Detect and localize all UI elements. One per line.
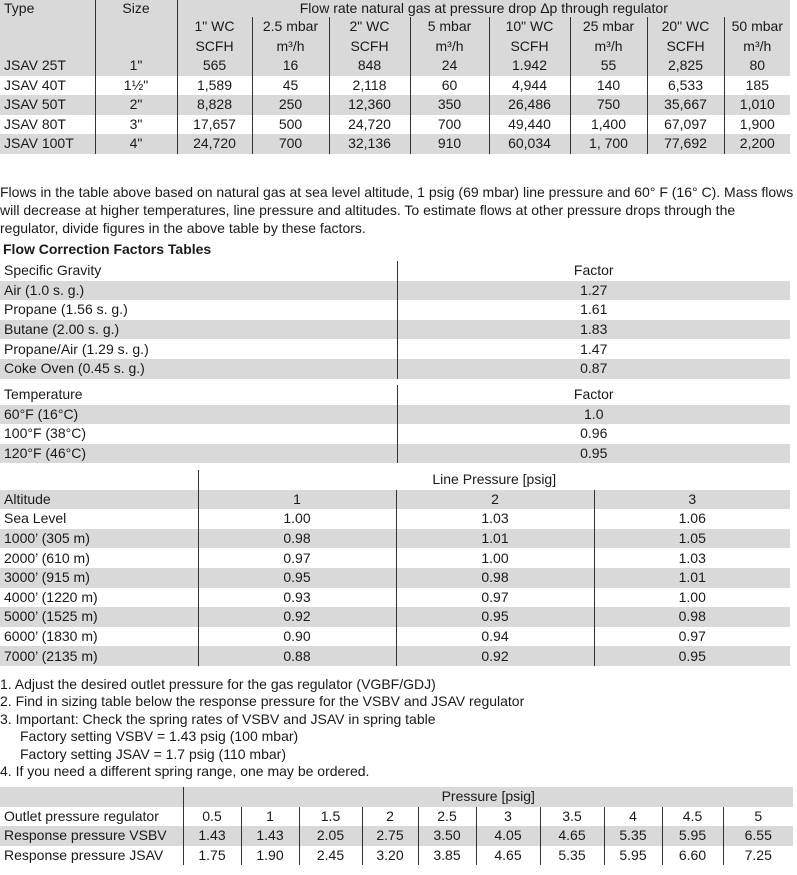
header-spacer: [0, 17, 95, 37]
factor-cell: 0.88: [198, 646, 396, 666]
table-row: [0, 548, 790, 568]
specific-gravity-table: [0, 261, 790, 379]
flow-value-cell: 1,010: [739, 96, 775, 113]
flow-value-cell: 1, 700: [570, 134, 647, 154]
table-row: [0, 405, 790, 425]
flow-value-cell: 80: [749, 57, 766, 74]
header-spacer: [0, 787, 183, 807]
flow-notes-paragraph: Flows in the table above based on natural gas at sea level altitude, 1 psig (69 mbar) line pressure and 60° F (16° C). Mass flows will decrease at higher temperatures, line pressure and altitudes. To estimate flows at other pressure drops through the regulator, divide figures in the above table by these factors.: [0, 184, 794, 236]
table-row: [0, 300, 790, 320]
size-cell: 3": [95, 115, 177, 135]
flow-value-cell: 1,400: [570, 115, 647, 135]
table-row: [0, 607, 790, 627]
factor-cell: 0.93: [198, 588, 396, 608]
factor-cell: 1.05: [678, 530, 706, 547]
header-size: Size: [95, 0, 177, 17]
pressure-value-cell: 5: [754, 807, 763, 824]
gas-cell: Propane (1.56 s. g.): [0, 300, 397, 320]
type-cell: JSAV 40T: [0, 76, 95, 96]
flow-value-cell: 24: [410, 56, 489, 76]
factor-cell: 1.03: [396, 509, 594, 529]
flow-value-cell: 848: [329, 56, 410, 76]
flow-value-cell: 6,533: [647, 76, 724, 96]
pressure-value-cell: 1.5: [299, 807, 362, 827]
header-spacer: [0, 37, 95, 57]
header-factor: Factor: [573, 262, 614, 279]
flow-value-cell: 750: [570, 95, 647, 115]
pressure-value-cell: 2.75: [362, 826, 418, 846]
flow-value-cell: 700: [410, 115, 489, 135]
factor-cell: 1.00: [678, 588, 706, 605]
row-label-cell: Outlet pressure regulator: [0, 807, 183, 827]
table-row: [0, 95, 790, 115]
altitude-cell: 3000’ (915 m): [0, 568, 198, 588]
altitude-cell: 4000’ (1220 m): [0, 588, 198, 608]
instruction-line: 2. Find in sizing table below the response pressure for the VSBV and JSAV regulator: [0, 693, 525, 710]
header-specific-gravity: Specific Gravity: [0, 261, 397, 281]
pressure-value-cell: 3.5: [540, 807, 604, 827]
altitude-cell: 2000’ (610 m): [0, 548, 198, 568]
table-row: [0, 529, 790, 549]
subheader-cell: 10" WC: [489, 17, 570, 37]
table-row: [0, 807, 793, 827]
factor-cell: 0.98: [678, 608, 706, 625]
instruction-line: 3. Important: Check the spring rates of VSBV and JSAV in spring table: [0, 710, 436, 727]
table-row: [0, 444, 790, 464]
pressure-value-cell: 2.5: [418, 807, 476, 827]
temperature-cell: 60°F (16°C): [0, 405, 397, 425]
subheader-cell: 1" WC: [177, 17, 252, 37]
subheader-cell: 20" WC: [647, 17, 724, 37]
pressure-value-cell: 2.05: [299, 826, 362, 846]
pressure-value-cell: 3.85: [418, 846, 476, 866]
flow-value-cell: 24,720: [329, 115, 410, 135]
factor-cell: 0.92: [396, 646, 594, 666]
subheader-cell: 5 mbar: [410, 17, 489, 37]
flow-value-cell: 35,667: [647, 95, 724, 115]
factor-cell: 1.00: [198, 509, 396, 529]
instruction-line: 4. If you need a different spring range, one may be ordered.: [0, 763, 370, 780]
factor-cell: 0.96: [580, 425, 608, 442]
pressure-value-cell: 0.5: [183, 807, 241, 827]
table-row: [0, 320, 790, 340]
table-row: [0, 627, 790, 647]
flow-value-cell: 55: [570, 56, 647, 76]
header-psig-2: 2: [396, 490, 594, 510]
factor-cell: 0.92: [198, 607, 396, 627]
type-cell: JSAV 80T: [0, 115, 95, 135]
pressure-value-cell: 3.50: [418, 826, 476, 846]
table-row: [0, 56, 790, 76]
unit-cell: m³/h: [410, 37, 489, 57]
factor-cell: 1.27: [580, 281, 608, 298]
flow-value-cell: 700: [252, 134, 329, 154]
factor-cell: 0.90: [198, 627, 396, 647]
temperature-cell: 100°F (38°C): [0, 424, 397, 444]
factor-cell: 0.97: [396, 588, 594, 608]
pressure-value-cell: 1.43: [241, 826, 299, 846]
factor-cell: 1.03: [678, 549, 706, 566]
table-row: [0, 281, 790, 301]
pressure-value-cell: 5.35: [604, 826, 662, 846]
pressure-value-cell: 3.20: [362, 846, 418, 866]
flow-value-cell: 2,200: [739, 135, 775, 152]
flow-value-cell: 910: [410, 134, 489, 154]
size-cell: 4": [95, 134, 177, 154]
flow-value-cell: 32,136: [329, 134, 410, 154]
factor-cell: 0.97: [198, 548, 396, 568]
factor-cell: 1.01: [678, 569, 706, 586]
factor-cell: 0.98: [396, 568, 594, 588]
factor-cell: 1.06: [678, 510, 706, 527]
flow-value-cell: 565: [177, 56, 252, 76]
flow-value-cell: 17,657: [177, 115, 252, 135]
size-cell: 2": [95, 95, 177, 115]
altitude-table: [0, 470, 790, 666]
header-type: Type: [0, 0, 95, 17]
factor-cell: 0.95: [678, 647, 706, 664]
pressure-value-cell: 1.75: [183, 846, 241, 866]
factor-cell: 0.95: [198, 568, 396, 588]
subheader-cell: 50 mbar: [731, 18, 783, 35]
header-spacer: [95, 17, 177, 37]
header-factor: Factor: [573, 386, 614, 403]
flow-value-cell: 2,118: [329, 76, 410, 96]
header-line-pressure: Line Pressure [psig]: [432, 471, 557, 488]
unit-cell: m³/h: [743, 37, 772, 54]
pressure-value-cell: 2.45: [299, 846, 362, 866]
row-label-cell: Response pressure JSAV: [0, 846, 183, 866]
instruction-line: Factory setting VSBV = 1.43 psig (100 mbar): [20, 728, 299, 745]
gas-cell: Butane (2.00 s. g.): [0, 320, 397, 340]
gas-cell: Propane/Air (1.29 s. g.): [0, 339, 397, 359]
gas-cell: Air (1.0 s. g.): [0, 281, 397, 301]
table-row: [0, 826, 793, 846]
factor-cell: 1.47: [580, 340, 608, 357]
table-row: [0, 76, 790, 96]
pressure-value-cell: 2: [362, 807, 418, 827]
unit-cell: m³/h: [252, 37, 329, 57]
flow-value-cell: 49,440: [489, 115, 570, 135]
flow-value-cell: 45: [252, 76, 329, 96]
response-pressure-table: [0, 787, 793, 865]
flow-value-cell: 500: [252, 115, 329, 135]
factor-cell: 0.95: [580, 445, 608, 462]
table-row: [0, 588, 790, 608]
instructions-list: [0, 676, 524, 780]
pressure-value-cell: 4.65: [540, 826, 604, 846]
flow-value-cell: 16: [252, 56, 329, 76]
altitude-cell: 5000’ (1525 m): [0, 607, 198, 627]
table-row: [0, 134, 790, 154]
table-row: [0, 359, 790, 379]
flow-value-cell: 1.942: [489, 56, 570, 76]
table-row: [0, 846, 793, 866]
subheader-cell: 2.5 mbar: [252, 17, 329, 37]
flow-value-cell: 77,692: [647, 134, 724, 154]
flow-value-cell: 24,720: [177, 134, 252, 154]
header-psig-1: 1: [198, 490, 396, 510]
temperature-table: [0, 385, 790, 463]
altitude-cell: 7000’ (2135 m): [0, 646, 198, 666]
section-title: Flow Correction Factors Tables: [3, 241, 212, 257]
flow-value-cell: 4,944: [489, 76, 570, 96]
pressure-value-cell: 3: [476, 807, 540, 827]
size-cell: 1": [95, 56, 177, 76]
header-altitude: Altitude: [0, 490, 198, 510]
altitude-cell: 6000’ (1830 m): [0, 627, 198, 647]
flow-rate-table: [0, 0, 790, 154]
flow-value-cell: 67,097: [647, 115, 724, 135]
subheader-cell: 2" WC: [329, 17, 410, 37]
table-row: [0, 568, 790, 588]
flow-value-cell: 250: [252, 95, 329, 115]
flow-value-cell: 2,825: [647, 56, 724, 76]
unit-cell: SCFH: [329, 37, 410, 57]
table-row: [0, 339, 790, 359]
factor-cell: 0.87: [580, 360, 608, 377]
flow-value-cell: 1,900: [739, 115, 775, 132]
factor-cell: 1.01: [396, 529, 594, 549]
factor-cell: 0.94: [396, 627, 594, 647]
factor-cell: 0.98: [198, 529, 396, 549]
row-label-cell: Response pressure VSBV: [0, 826, 183, 846]
flow-value-cell: 1,589: [177, 76, 252, 96]
table-row: [0, 424, 790, 444]
unit-cell: SCFH: [647, 37, 724, 57]
subheader-cell: 25 mbar: [570, 17, 647, 37]
flow-value-cell: 12,360: [329, 95, 410, 115]
type-cell: JSAV 50T: [0, 95, 95, 115]
factor-cell: 1.00: [396, 548, 594, 568]
flow-value-cell: 140: [570, 76, 647, 96]
flow-value-cell: 60,034: [489, 134, 570, 154]
instruction-line: Factory setting JSAV = 1.7 psig (110 mbar): [20, 745, 286, 762]
temperature-cell: 120°F (46°C): [0, 444, 397, 464]
altitude-cell: Sea Level: [0, 509, 198, 529]
header-flow-caption: Flow rate natural gas at pressure drop Δp through regulator: [299, 0, 668, 16]
pressure-value-cell: 4.05: [476, 826, 540, 846]
factor-cell: 0.95: [396, 607, 594, 627]
altitude-cell: 1000’ (305 m): [0, 529, 198, 549]
header-psig-3: 3: [688, 490, 697, 507]
pressure-value-cell: 4.65: [476, 846, 540, 866]
unit-cell: m³/h: [570, 37, 647, 57]
pressure-value-cell: 1: [241, 807, 299, 827]
pressure-value-cell: 5.35: [540, 846, 604, 866]
factor-cell: 0.97: [678, 628, 706, 645]
pressure-value-cell: 4.5: [662, 807, 723, 827]
flow-value-cell: 60: [410, 76, 489, 96]
header-spacer: [95, 37, 177, 57]
flow-value-cell: 8,828: [177, 95, 252, 115]
size-cell: 1½": [95, 76, 177, 96]
pressure-value-cell: 1.90: [241, 846, 299, 866]
header-spacer: [0, 470, 198, 490]
factor-cell: 1.61: [580, 301, 608, 318]
pressure-value-cell: 6.60: [662, 846, 723, 866]
unit-cell: SCFH: [489, 37, 570, 57]
pressure-value-cell: 5.95: [662, 826, 723, 846]
instruction-line: 1. Adjust the desired outlet pressure for the gas regulator (VGBF/GDJ): [0, 676, 436, 692]
type-cell: JSAV 25T: [0, 56, 95, 76]
pressure-value-cell: 4: [604, 807, 662, 827]
pressure-value-cell: 6.55: [744, 827, 772, 844]
pressure-value-cell: 1.43: [183, 826, 241, 846]
flow-value-cell: 350: [410, 95, 489, 115]
unit-cell: SCFH: [177, 37, 252, 57]
header-temperature: Temperature: [0, 385, 397, 405]
factor-cell: 1.83: [580, 321, 608, 338]
header-pressure: Pressure [psig]: [441, 788, 535, 805]
factor-cell: 1.0: [584, 405, 604, 422]
table-row: [0, 509, 790, 529]
flow-value-cell: 185: [745, 76, 769, 93]
flow-value-cell: 26,486: [489, 95, 570, 115]
type-cell: JSAV 100T: [0, 134, 95, 154]
gas-cell: Coke Oven (0.45 s. g.): [0, 359, 397, 379]
table-row: [0, 115, 790, 135]
table-row: [0, 646, 790, 666]
pressure-value-cell: 5.95: [604, 846, 662, 866]
pressure-value-cell: 7.25: [744, 846, 772, 863]
